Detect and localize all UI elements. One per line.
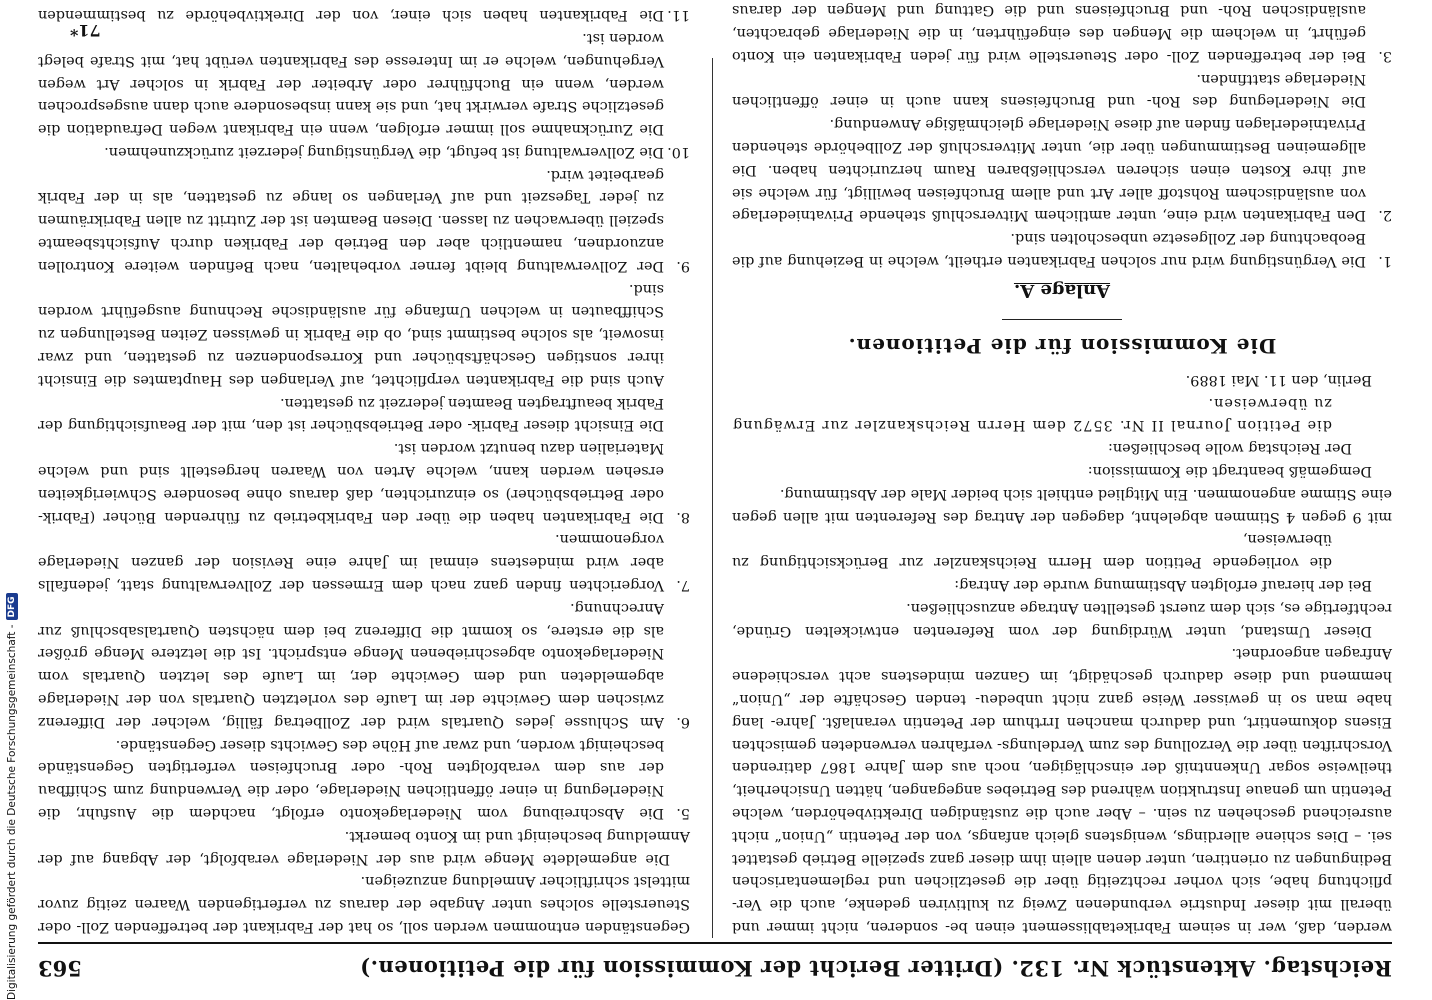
item-text: Die Fabrikanten haben die über den Fabrikbetrieb zu führenden Bücher (Fabrik- oder Betriebsbücher) so einzurichten, daß daraus ohne besondere Schwierigkeiten ersehen werden kann, welche Arten von Waaren hergestellt sind und welche Materialien dazu benutzt worden ist. [38,440,664,525]
item-number: 10. [667,143,690,160]
list-item [38,596,690,733]
page-header [38,948,1392,990]
line: und reglementarischen Bedingungen zu orientiren, unter [732,850,1392,890]
item-text: Die Fabrikanten haben sich einer, von der Direktivbehörde zu bestimmenden [38,7,664,24]
line: tenden Geschäfte der „Union“ hemmend und diese dadurch [732,668,1392,708]
item-number [664,277,690,391]
line: Petentin um genaue Instruktion während des Betriebes [981,782,1392,799]
line: denen allein ihm dieser ganz spezielle Betrieb gestattet sei. [732,827,1392,867]
line: angeordnet. [1231,645,1320,662]
item-text: Der Zollverwaltung bleibt ferner vorbehalten, nach Befinden weitere Kontrollen anzuordnen, namentlich aber den Betrieb der Fabriken durch Aufsichtsbeamte speziell überwachen zu lassen. Diesen Beamten ist der Zutritt zu allen Fabrikräumen zu jeder Tageszeit und auf Verlangen so lange zu gestatten, als in der Fabrik gearbeitet wird. [38,166,664,274]
commission-title: Die Kommission für die Petitionen. [847,334,1277,359]
list-item [38,277,690,391]
item-text: Den Fabrikanten wird eine, unter amtlichem Mitverschluß stehende Privatniederlage von ausländischem Rohstoff aller Art und allem Bruchfeisen bewilligt, für welche sie auf ihre Kosten einen sicheren verschließbaren Raum herzurichten haben. Die allgemeinen Bestimmungen über die, unter Mitverschluß der Zollbehörde stehenden Privatniederlagen finden auf diese Niederlage gleichmäßige Anwendung. [732,116,1366,224]
list-item [38,140,690,163]
line: geschädigt, im Ganzen mindestens acht verschiedene Anfragen [732,645,1392,685]
right-column [38,0,690,938]
left-paragraph-5: Demgemäß beantragt die Kommission: [1087,463,1372,480]
item-text: Die Abschreibung vom Niederlagekonto erfolgt, nachdem die Ausfuhr, die Niederlegung in einer öffentlichen Niederlage, oder die Verwendung zum Schiffbau der aus dem verabfolgten Roh- oder Bruchfeisen verfertigten Gegenstände bescheinigt worden, und zwar auf Höhe des Gewichts dieser Gegenstände. [38,736,664,822]
line: – Dies schiene allerdings, wenigstens gleich anfangs, von [929,827,1362,844]
item-number [664,391,690,437]
footer-page-mark: 71* [70,21,101,40]
line: pflichtung habe, sich vorher rechtzeitig über die gesetzlichen [905,873,1392,890]
item-number: 6. [676,713,690,730]
line: dadurch manchen Irrthum der Petentin veranlaßt. Jahre- [763,713,1201,730]
right-intro-paragraph: Gegenständen entnommen werden soll, so hat der Fabrikant der betreffenden Zoll- oder Steuerstelle solches unter Angabe der daraus zu verfertigenden Waaren zeitig zuvor mittelst schriftlicher Anmeldung anzuzeigen. [38,873,690,935]
line: sein. – Aber auch die zuständigen Direktivbehörden, welche [732,805,1187,822]
signoff-date: Berlin, den 11. Mai 1889. [1185,371,1372,388]
item-number: 11. [667,7,690,24]
item-number: 9. [676,257,690,274]
digitization-notice [2,140,22,1000]
item-text: Am Schlusse jedes Quartals wird der Zollbetrag fällig, welcher der Differenz zwischen dem Gewichte der im Laufe des vorletzten Quartals von der Niederlage abgemeldeten und dem Gewichte der, im Laufe des letzten Quartals vom Niederlagekonto abgeschriebenen Menge entspricht. Ist die letztere Menge größer als die erstere, so kommt die Differenz bei dem nächsten Quartalsabschluß zur Anrechnung. [38,599,664,730]
item-number: 3. [1378,47,1392,64]
item-text: Vorgerichten finden ganz nach dem Ermessen der Zollverwaltung statt, jedenfalls aber wird mindestens einmal im Jahre eine Revision der ganzen Niederlage vorgenommen. [38,531,664,594]
line: der einschlägigen, noch aus dem Jahre 1867 datirenden [732,759,1167,776]
item-text: Die Niederlegung des Roh- und Bruchfeisens kann auch in einer öffentlichen Niederlage stattfinden. [732,70,1366,110]
item-text: Die Zurücknahme soll immer erfolgen, wenn ein Fabrikant wegen Defraudation die gesetzliche Strafe verwirkt hat, und sie kann insbesondere auch dann ausgesprochen werden, wenn ein Buchführer oder Arbeiter der Fabrik in solcher Art wegen Vergehungen, welche er im Interesse des Fabrikanten verübt hat, mit Strafe belegt worden ist. [38,29,664,138]
list-item [38,0,690,26]
item-number: 1. [1378,253,1392,270]
list-item [732,226,1392,272]
line: Vorschriften über die Verzollung des zum Verdelungs- [992,736,1392,753]
left-paragraph-6: Der Reichstag wolle beschließen: [1107,440,1352,457]
list-item [732,0,1392,67]
header-rule [38,942,1392,944]
item-number [664,26,690,140]
list-item [38,26,690,140]
item-text: Die Zollverwaltung ist befugt, die Vergünstigung jederzeit zurückzunehmen. [104,143,664,160]
item-number: 7. [676,577,690,594]
line: sonderen, nicht immer und überall mit dieser Industrie [731,896,1392,935]
page-number: 563 [38,956,82,982]
left-intro-paragraph [732,642,1392,938]
item-text: Bei der betreffenden Zoll- oder Steuerstelle wird für jeden Fabrikanten ein Konto geführt, in welchem die Mengen des eingeführten, in die Niederlage gebrachten, ausländischen Roh- und Bruchfeisens und die Gattung und Mengen der daraus [732,2,1366,64]
line: lang habe man so in gewisser Weise ganz nicht unbedeu- [732,691,1392,730]
line: angegangen, hätten Unsicherheit, theilweise sogar Unkenntniß [731,759,1392,799]
item-text: Auch sind die Fabrikanten verpflichtet, auf Verlangen des Hauptamtes die Einsicht ihrer sonstigen Geschäftsbücher und Korrespondenzen zu gestatten, und zwar insoweit, als solche bestimmt sind, ob die Fabrik in gewissen Zeiten Bestellungen zu Schiffbauten in welchen Umfange für ausländische Rechnung ausgeführt worden sind. [38,280,664,388]
left-paragraph-3: Bei der hierauf erfolgten Abstimmung wurde der Antrag: [954,577,1372,594]
line: werden, daß, wer in seinem Fabriketablissement einen be- [937,919,1392,935]
line: verfahren verwendeten gemischten Eisens dokumentirt, und [732,713,1392,753]
list-item [38,391,690,437]
list-item [38,163,690,277]
item-number: 5. [676,805,690,822]
left-column [732,0,1392,938]
annex-title: Anlage A. [1013,280,1111,302]
list-item [38,733,690,824]
item-number [1366,67,1392,113]
notice-text: Digitalisierung gefördert durch die Deutsche Forschungsgemeinschaft - [6,624,18,1000]
right-paragraph-2: Die angemeldete Menge wird aus der Niederlage verabfolgt, der Abgang auf der Anmeldung bescheinigt und im Konto bemerkt. [38,827,690,867]
list-item [38,528,690,596]
left-quote-1: die vorliegende Petition dem Herrn Reichskanzler zur Berücksichtigung zu überweisen, [732,531,1332,571]
section-rule [1002,319,1122,320]
item-number: 2. [1378,207,1392,224]
dfg-logo: DFG [6,593,18,620]
left-quote-2: die Petition Journal II Nr. 3572 dem Herrn Reichskanzler zur Erwägung zu überweisen. [732,394,1332,434]
column-divider [712,58,713,938]
item-text: Die Vergünstigung wird nur solchen Fabrikanten ertheilt, welche in Beziehung auf die Beobachtung der Zollgesetze unbescholten sind. [732,230,1366,270]
item-text: Die Einsicht dieser Fabrik- oder Betriebsbücher ist den, mit der Beaufsichtigung der Fabrik beauftragten Beamten jederzeit zu gestatten. [38,394,664,434]
list-item [38,436,690,527]
left-paragraph-2: Dieser Umstand, unter Würdigung der vom Referenten entwickelten Gründe, rechtfertige es, sich dem zuerst gestellten Antrage anzuschließen. [732,599,1392,639]
list-item [732,67,1392,113]
header-title: Reichstag. Aktenstück Nr. 132. (Dritter Bericht der Kommission für die Petitionen.) [359,956,1392,982]
item-number: 8. [676,508,690,525]
left-paragraph-4: mit 9 gegen 4 Stimmen abgelehnt, dagegen der Antrag des Referenten mit allen gegen eine Stimme angenommen. Ein Mitglied enthielt sich beider Male der Abstimmung. [732,485,1392,525]
line: der Petentin „Union“ nicht ausreichend geschehen zu [732,805,1392,844]
line: verbundenen Zweig zu kultiviren gedenke, auch die Ver- [732,896,1172,913]
list-item [732,113,1392,227]
